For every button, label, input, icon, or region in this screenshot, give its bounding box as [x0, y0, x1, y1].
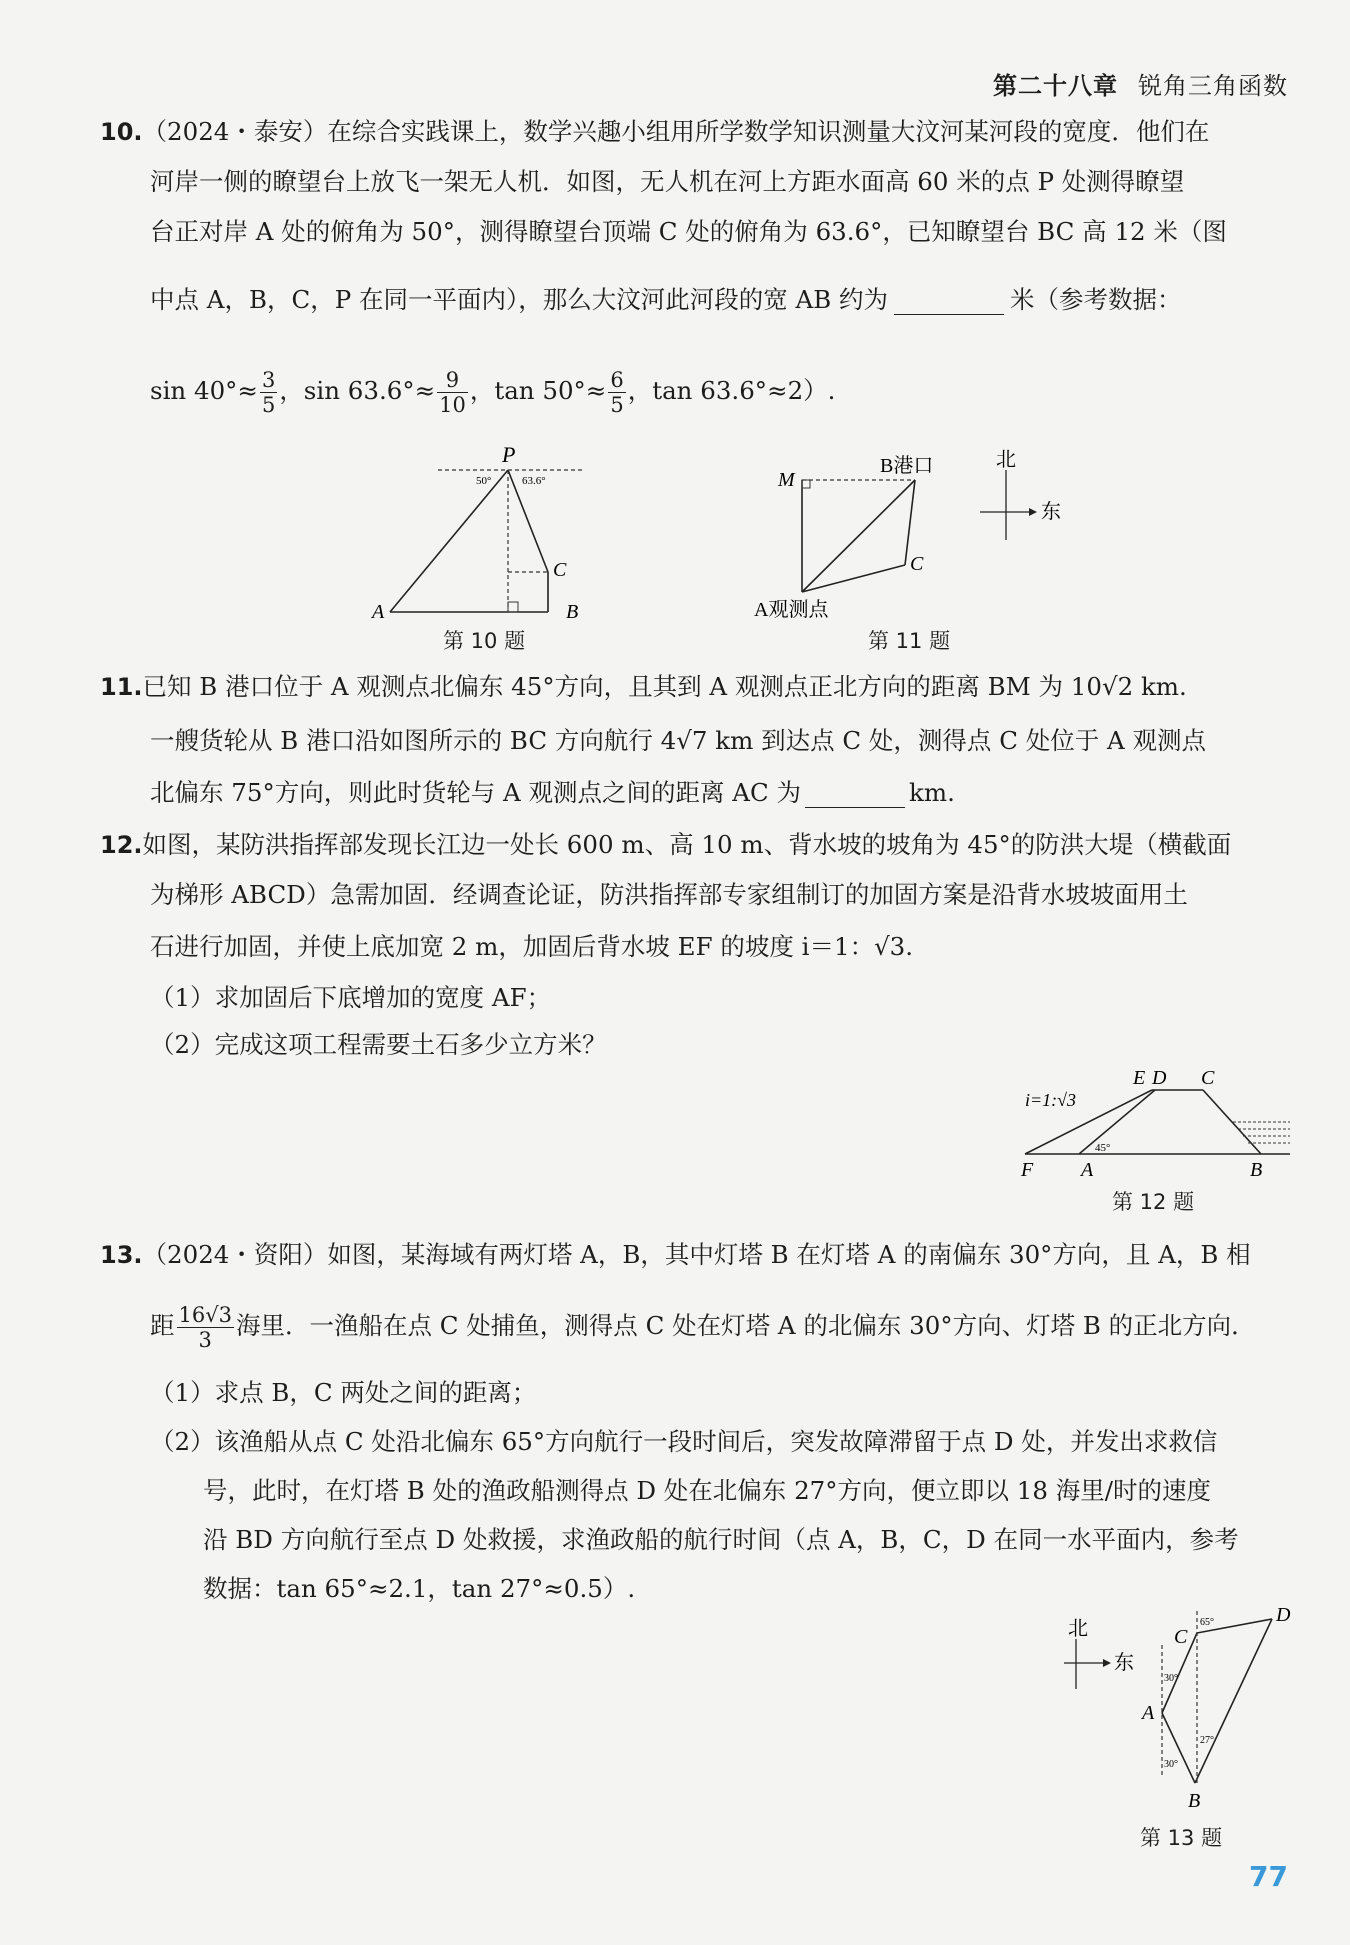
figure-12 — [1015, 1062, 1300, 1184]
label-65: 65° — [1200, 1617, 1214, 1628]
q10-line1 — [100, 117, 1209, 147]
q13-number: 13. — [100, 1241, 143, 1269]
q10-line4 — [150, 285, 1182, 315]
label-B: B — [1250, 1159, 1263, 1181]
q12-text-1: 如图，某防洪指挥部发现长江边一处长 600 m、高 10 m、背水坡的坡角为 45°的防洪大堤（横截面 — [142, 830, 1232, 859]
q13-sub1: （1）求点 B，C 两处之间的距离； — [150, 1378, 537, 1407]
q12-text-2: 为梯形 ABCD）急需加固．经调查论证，防洪指挥部专家组制订的加固方案是沿背水坡坡面用土 — [150, 880, 1188, 909]
q13-sub2b: 号，此时，在灯塔 B 处的渔政船测得点 D 处在北偏东 27°方向，便立即以 18 海里/时的速度 — [203, 1476, 1212, 1505]
q11-text-1: 已知 B 港口位于 A 观测点北偏东 45°方向，且其到 A 观测点正北方向的距离 BM 为 10√2 km. — [142, 672, 1187, 701]
label-north: 北 — [996, 449, 1016, 471]
label-slope: i=1:√3 — [1025, 1090, 1077, 1110]
label-B-port: B港口 — [880, 455, 934, 477]
q10-text-3: 台正对岸 A 处的俯角为 50°，测得瞭望台顶端 C 处的俯角为 63.6°，已知瞭望台 BC 高 12 米（图 — [150, 217, 1227, 246]
q13-sub2a: （2）该渔船从点 C 处沿北偏东 65°方向航行一段时间后，突发故障滞留于点 D 处，并发出求救信 — [150, 1427, 1218, 1456]
label-30-bottom: 30° — [1164, 1759, 1178, 1770]
label-C: C — [910, 553, 924, 575]
q12-sub1: （1）求加固后下底增加的宽度 AF； — [150, 983, 552, 1012]
q11-text-3b: km. — [909, 778, 955, 807]
q11-text-2: 一艘货轮从 B 港口沿如图所示的 BC 方向航行 4√7 km 到达点 C 处，测得点 C 处位于 A 观测点 — [150, 726, 1206, 755]
figure-11 — [750, 440, 1080, 625]
chapter-number: 第二十八章 — [993, 72, 1118, 100]
q12-number: 12. — [100, 831, 143, 859]
q12-text-3: 石进行加固，并使上底加宽 2 m，加固后背水坡 EF 的坡度 i＝1：√3. — [150, 932, 914, 961]
fraction-3-5: $\frac{3}{5}$ — [261, 368, 276, 417]
label-63: 63.6° — [522, 475, 546, 487]
label-D: D — [1152, 1067, 1167, 1089]
label-D: D — [1276, 1605, 1291, 1626]
ref-sin40: sin 40°≈ — [150, 376, 258, 405]
q12-sub2: （2）完成这项工程需要土石多少立方米？ — [150, 1030, 607, 1059]
label-east: 东 — [1041, 501, 1061, 523]
east-arrow-icon — [1103, 1659, 1111, 1667]
q13-sub2d: 数据：tan 65°≈2.1，tan 27°≈0.5）. — [203, 1574, 636, 1603]
q10-text-2: 河岸一侧的瞭望台上放飞一架无人机．如图，无人机在河上方距水面高 60 米的点 P 处测得瞭望 — [150, 167, 1185, 196]
label-C: C — [1174, 1626, 1188, 1648]
q13-text-2b: 海里．一渔船在点 C 处捕鱼，测得点 C 处在灯塔 A 的北偏东 30°方向、灯塔 B 的正北方向． — [235, 1311, 1256, 1340]
page-number: 77 — [1249, 1860, 1288, 1893]
label-30-top: 30° — [1164, 1673, 1178, 1684]
q12-line1 — [100, 830, 1231, 860]
east-arrow-icon — [1029, 508, 1037, 516]
label-C: C — [1201, 1067, 1215, 1089]
chapter-header — [993, 66, 1288, 101]
chapter-title: 锐角三角函数 — [1138, 72, 1288, 100]
caption-10: 第 10 题 — [443, 629, 526, 653]
label-B: B — [566, 601, 579, 620]
label-27: 27° — [1200, 1735, 1214, 1746]
label-P: P — [502, 442, 516, 467]
label-east: 东 — [1114, 1652, 1134, 1674]
q11-line1 — [100, 672, 1187, 702]
q10-text-4a: 中点 A，B，C，P 在同一平面内），那么大汶河此河段的宽 AB 约为 — [150, 285, 889, 314]
q10-number: 10. — [100, 118, 143, 146]
label-E: E — [1133, 1067, 1146, 1089]
q10-text-4b: 米（参考数据： — [1010, 285, 1182, 314]
fraction-16root3-3: $\frac{16√3}{3}$ — [178, 1303, 232, 1352]
label-A-station: A观测点 — [754, 599, 829, 621]
label-A: A — [372, 601, 385, 620]
q10-text-1: （2024・泰安）在综合实践课上，数学兴趣小组用所学数学知识测量大汶河某河段的宽度．他们在 — [142, 117, 1210, 146]
ref-tan63: ，tan 63.6°≈2）. — [627, 376, 836, 405]
q13-text-1: （2024・资阳）如图，某海域有两灯塔 A，B，其中灯塔 B 在灯塔 A 的南偏东 30°方向，且 A，B 相 — [142, 1240, 1251, 1269]
q13-line2 — [150, 1303, 1256, 1352]
label-A: A — [1081, 1159, 1094, 1181]
label-north: 北 — [1068, 1618, 1088, 1640]
caption-12: 第 12 题 — [1112, 1190, 1195, 1214]
q13-sub2c: 沿 BD 方向航行至点 D 处救援，求渔政船的航行时间（点 A，B，C，D 在同一水平面内，参考 — [203, 1525, 1239, 1554]
q13-line1 — [100, 1240, 1251, 1270]
caption-11: 第 11 题 — [868, 629, 951, 653]
ref-sin63: ，sin 63.6°≈ — [279, 376, 436, 405]
fraction-9-10: $\frac{9}{10}$ — [439, 368, 466, 417]
caption-13: 第 13 题 — [1140, 1826, 1223, 1850]
ref-tan50: ，tan 50°≈ — [469, 376, 607, 405]
label-M: M — [778, 469, 795, 491]
label-50: 50° — [476, 475, 492, 487]
figure-13 — [1050, 1605, 1305, 1815]
label-C: C — [553, 559, 567, 581]
q13-text-2a: 距 — [150, 1311, 175, 1340]
figure-10 — [360, 440, 620, 620]
label-A: A — [1142, 1702, 1155, 1724]
q11-text-3a: 北偏东 75°方向，则此时货轮与 A 观测点之间的距离 AC 为 — [150, 778, 801, 807]
label-B: B — [1188, 1790, 1201, 1812]
q11-answer-blank[interactable] — [805, 785, 905, 808]
label-45: 45° — [1095, 1142, 1111, 1154]
fraction-6-5: $\frac{6}{5}$ — [610, 368, 624, 417]
q10-answer-blank[interactable] — [894, 292, 1004, 315]
q10-reference-data — [150, 368, 835, 417]
q11-number: 11. — [100, 673, 143, 701]
label-F: F — [1021, 1159, 1034, 1181]
q11-line3 — [150, 778, 955, 808]
